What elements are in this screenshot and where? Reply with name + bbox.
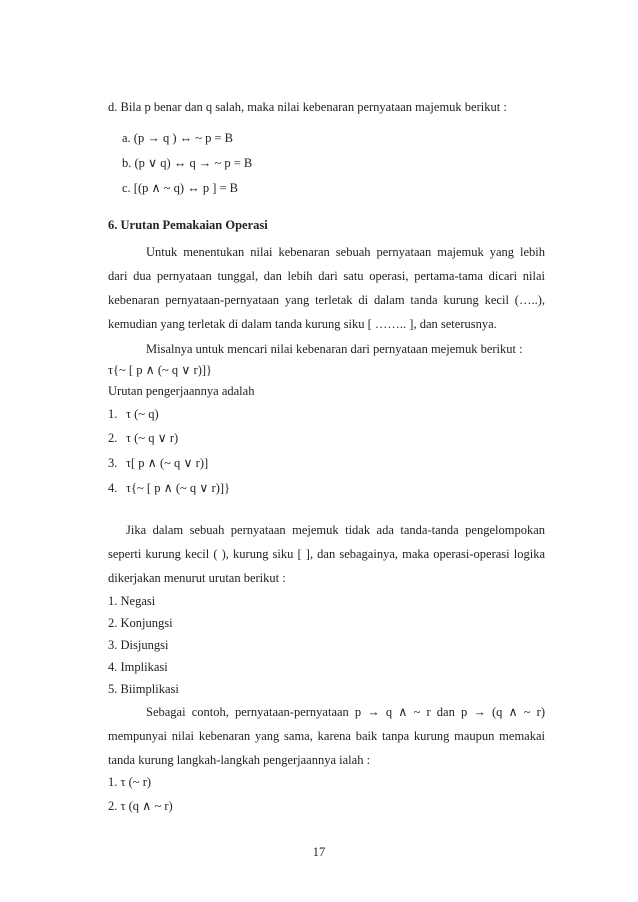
section-title: 6. Urutan Pemakaian Operasi	[108, 218, 268, 232]
final-step: 2. τ (q ∧ ~ r)	[108, 799, 173, 813]
paragraph-line: Jika dalam sebuah pernyataan mejemuk tidak ada tanda-tanda pengelompokan	[126, 523, 545, 537]
operation-item: 3. Disjungsi	[108, 638, 169, 652]
paragraph-line: dari dua pernyataan tunggal, dan lebih dari satu operasi, pertama-tama dicari nilai	[108, 269, 545, 283]
formula-b: b. (p ∨ q) ↔ q → ~ p = B	[122, 156, 253, 170]
paragraph-line: Sebagai contoh, pernyataan-pernyataan p → q ∧ ~ r dan p → (q ∧ ~ r)	[146, 705, 545, 719]
operation-item: 5. Biimplikasi	[108, 682, 179, 696]
formula-a: a. (p → q ) ↔ ~ p = B	[122, 131, 234, 145]
order-label: Urutan pengerjaannya adalah	[108, 384, 255, 398]
paragraph-line: mempunyai nilai kebenaran yang sama, karena baik tanpa kurung maupun memakai	[108, 729, 545, 743]
paragraph-line: kemudian yang terletak di dalam tanda kurung siku [ …….. ], dan seterusnya.	[108, 317, 497, 331]
final-step: 1. τ (~ r)	[108, 775, 152, 789]
page-number: 17	[312, 845, 326, 859]
step-number: 3.	[108, 456, 118, 470]
operation-item: 1. Negasi	[108, 594, 156, 608]
step-text: τ (~ q ∨ r)	[126, 431, 179, 445]
step-number: 4.	[108, 481, 118, 495]
operation-item: 2. Konjungsi	[108, 616, 173, 630]
step-number: 1.	[108, 407, 118, 421]
example-intro: Misalnya untuk mencari nilai kebenaran dari pernyataan mejemuk berikut :	[146, 342, 523, 356]
paragraph-line: tanda kurung langkah-langkah pengerjaannya ialah :	[108, 753, 371, 767]
operation-item: 4. Implikasi	[108, 660, 168, 674]
step-number: 2.	[108, 431, 118, 445]
step-text: τ (~ q)	[126, 407, 159, 421]
step-text: τ{~ [ p ∧ (~ q ∨ r)]}	[126, 481, 231, 495]
paragraph-line: dikerjakan menurut urutan berikut :	[108, 571, 286, 585]
paragraph-line: seperti kurung kecil ( ), kurung siku [ ], dan sebagainya, maka operasi-operasi logika	[108, 547, 545, 561]
step-text: τ[ p ∧ (~ q ∨ r)]	[126, 456, 209, 470]
expression: τ{~ [ p ∧ (~ q ∨ r)]}	[108, 363, 213, 377]
paragraph-line: kebenaran pernyataan-pernyataan yang terletak di dalam tanda kurung kecil (…..),	[108, 293, 545, 307]
paragraph-line: Untuk menentukan nilai kebenaran sebuah pernyataan majemuk yang lebih	[146, 245, 545, 259]
formula-c: c. [(p ∧ ~ q) ↔ p ] = B	[122, 181, 238, 195]
question-d: d. Bila p benar dan q salah, maka nilai kebenaran pernyataan majemuk berikut :	[108, 100, 507, 114]
